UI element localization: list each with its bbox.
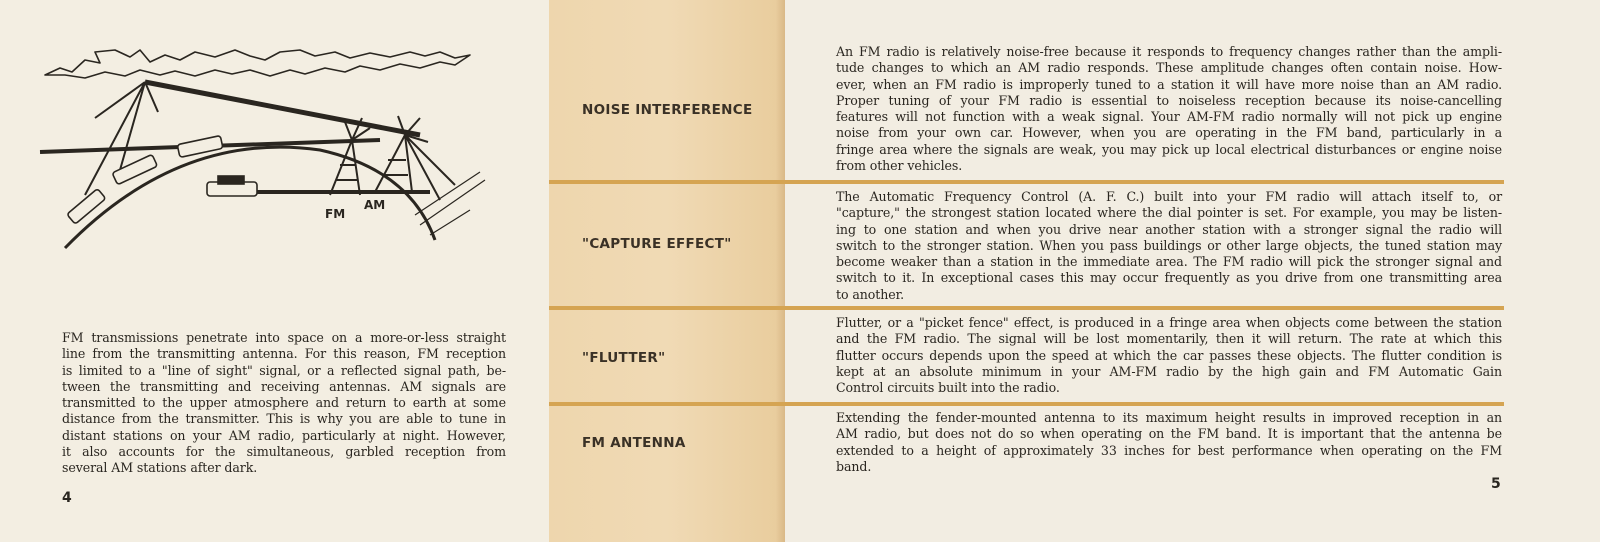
- heading-capture-effect: "CAPTURE EFFECT": [582, 236, 732, 252]
- fm-tower: [330, 140, 360, 195]
- text-line: features will not function with a weak signal. Your AM-FM radio normally will not pick up engine: [836, 109, 1502, 125]
- fm-am-signal-illustration: [0, 0, 549, 260]
- text-line: extended to a height of approximately 33 inches for best performance when operating on the FM: [836, 442, 1502, 458]
- heading-fm-antenna: FM ANTENNA: [582, 435, 686, 451]
- text-line: it also accounts for the simultaneous, garbled reception from: [62, 444, 506, 460]
- page-number-left: 4: [62, 490, 72, 506]
- text-line: Proper tuning of your FM radio is essential to noiseless reception because its noise-cancelling: [836, 92, 1502, 108]
- text-line: distance from the transmitter. This is why you are able to tune in: [62, 411, 506, 427]
- left-paragraph: [62, 330, 506, 477]
- page-number-right: 5: [1491, 476, 1501, 492]
- section-divider: [549, 402, 1504, 406]
- text-line: transmitted to the upper atmosphere and return to earth at some: [62, 395, 506, 411]
- heading-noise-interference: NOISE INTERFERENCE: [582, 102, 753, 118]
- text-line: Extending the fender-mounted antenna to its maximum height results in improved reception in an: [836, 410, 1502, 425]
- text-line: several AM stations after dark.: [62, 460, 258, 476]
- text-line: Flutter, or a "picket fence" effect, is produced in a fringe area when objects come between the station: [836, 315, 1502, 330]
- text-line: flutter occurs depends upon the speed at which the car passes these objects. The flutter condition is: [836, 347, 1502, 363]
- text-line: kept at an absolute minimum in your AM-FM radio by the high gain and FM Automatic Gain: [836, 363, 1502, 379]
- text-line: tude changes to which an AM radio responds. These amplitude changes often contain noise. How-: [836, 60, 1502, 76]
- text-line: switch to the stronger station. When you pass buildings or other large objects, the tuned station may: [836, 237, 1502, 253]
- am-label: AM: [364, 198, 386, 212]
- fm-label: FM: [325, 207, 346, 221]
- heading-column: [549, 0, 785, 542]
- text-line: FM transmissions penetrate into space on a more-or-less straight: [62, 330, 506, 345]
- text-line: An FM radio is relatively noise-free because it responds to frequency changes rather than the ampli-: [836, 44, 1502, 59]
- text-line: tween the transmitting and receiving antennas. AM signals are: [62, 378, 506, 394]
- cloud-zigzag: [45, 50, 470, 78]
- section-divider: [549, 306, 1504, 310]
- text-line: band.: [836, 458, 872, 474]
- section-text-capture-effect: [836, 189, 1502, 303]
- text-line: line from the transmitting antenna. For this reason, FM reception: [62, 346, 506, 362]
- text-line: "capture," the strongest station located where the dial pointer is set. For example, you may be listen-: [836, 205, 1502, 221]
- text-line: distant stations on your AM radio, particularly at night. However,: [62, 427, 506, 443]
- text-line: ing to one station and when you drive near another station with a stronger signal the radio will: [836, 221, 1502, 237]
- section-text-fm-antenna: [836, 410, 1502, 475]
- text-line: Control circuits built into the radio.: [836, 380, 1060, 396]
- text-line: to another.: [836, 286, 905, 302]
- heading-flutter: "FLUTTER": [582, 350, 666, 366]
- text-line: ever, when an FM radio is improperly tuned to a station it will have more noise than an AM radio.: [836, 76, 1502, 92]
- text-line: noise from your own car. However, when you are operating in the FM band, particularly in a: [836, 125, 1502, 141]
- section-text-flutter: [836, 315, 1502, 396]
- text-line: become weaker than a station in the immediate area. The FM radio will pick the stronger signal and: [836, 254, 1502, 270]
- section-text-noise-interference: [836, 44, 1502, 174]
- text-line: AM radio, but does not do so when operating on the FM band. It is important that the antenna be: [836, 426, 1502, 442]
- text-line: is limited to a "line of sight" signal, or a reflected signal path, be-: [62, 362, 506, 378]
- section-divider: [549, 180, 1504, 184]
- text-line: and the FM radio. The signal will be lost momentarily, then it will return. The rate at which this: [836, 331, 1502, 347]
- text-line: from other vehicles.: [836, 158, 963, 174]
- text-line: The Automatic Frequency Control (A. F. C.) built into your FM radio will attach itself to, or: [836, 189, 1502, 204]
- text-line: switch to it. In exceptional cases this may occur frequently as you drive from one transmitting area: [836, 270, 1502, 286]
- text-line: fringe area where the signals are weak, you may pick up local electrical disturbances or engine noise: [836, 141, 1502, 157]
